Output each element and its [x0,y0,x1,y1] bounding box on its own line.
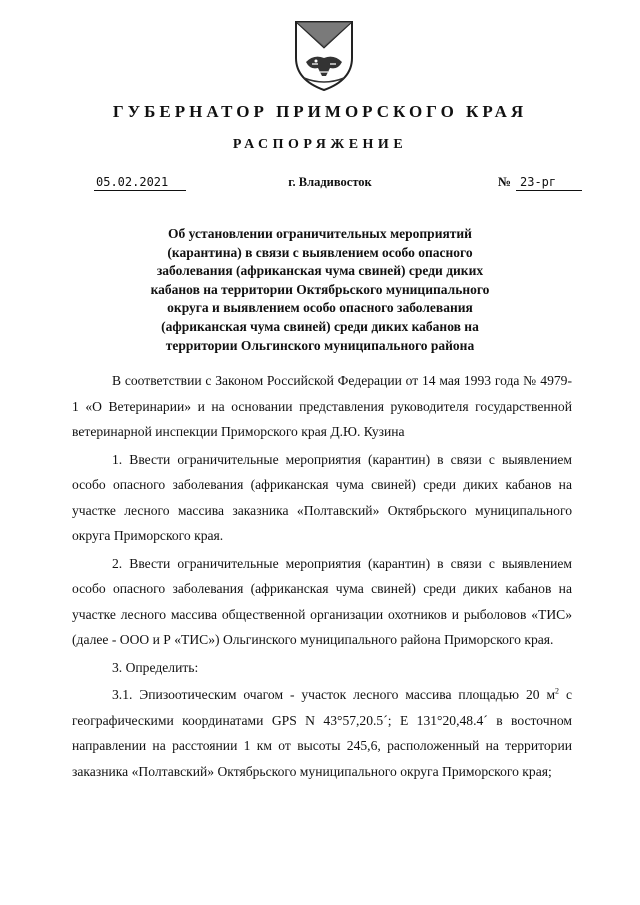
item-1-paragraph: 1. Ввести ограничительные мероприятия (карантин) в связи с выявлением особо опасного заболевания (африканская чума свиней) среди диких кабанов на участке лесного массива заказника «Полтавский» Октябрьского муниципального округа Приморского края. [72,451,572,543]
document-number: 23-рг [516,174,582,191]
document-meta [0,174,640,196]
document-body [72,368,572,784]
item-3-1-text-end: с географическими координатами GPS N 43°57,20.5´; E 131°20,48.4´ в восточном направлении на расстоянии 1 км от высоты 245,6, расположенный на территории заказника «Полтавский» Октябрьского муниципального округа Приморского края; [72,687,572,779]
subject-line: Об установлении ограничительных мероприятий [168,226,472,241]
area-unit-superscript: 2 [555,686,560,696]
item-3-paragraph: 3. Определить: [112,659,199,675]
document-subject [130,225,510,355]
subject-line: округа и выявлением особо опасного заболевания [167,300,473,316]
subject-line: кабанов на территории Октябрьского муниципального [150,281,490,297]
preamble-paragraph: В соответствии с Законом Российской Федерации от 14 мая 1993 года № 4979-1 «О Ветеринарии» и на основании представления руководителя государственной ветеринарной инспекции Приморского края Д.Ю. Кузина [72,373,572,439]
subject-line: (африканская чума свиней) среди диких кабанов на [161,318,479,334]
subject-line: территории Ольгинского муниципального района [165,337,475,353]
subject-line: заболевания (африканская чума свиней) среди диких [156,263,484,279]
governor-title: ГУБЕРНАТОР ПРИМОРСКОГО КРАЯ [112,102,528,121]
item-3-1-text-start: 3.1. Эпизоотическим очагом - участок лесного массива площадью 20 м [112,687,556,702]
document-date: 05.02.2021 [94,174,186,191]
item-2-paragraph: 2. Ввести ограничительные мероприятия (карантин) в связи с выявлением особо опасного заболевания (африканская чума свиней) среди диких кабанов на участке лесного массива общественной организации охотников и рыболовов «ТИС» (далее - ООО и Р «ТИС») Ольгинского муниципального района Приморского края. [72,555,572,647]
coat-of-arms-icon [292,18,356,92]
document-number-label: № [498,174,512,189]
document-city: г. Владивосток [288,175,372,189]
document-type: РАСПОРЯЖЕНИЕ [232,137,408,152]
item-3-1-paragraph [72,682,572,784]
subject-line: (карантина) в связи с выявлением особо опасного [167,244,473,260]
